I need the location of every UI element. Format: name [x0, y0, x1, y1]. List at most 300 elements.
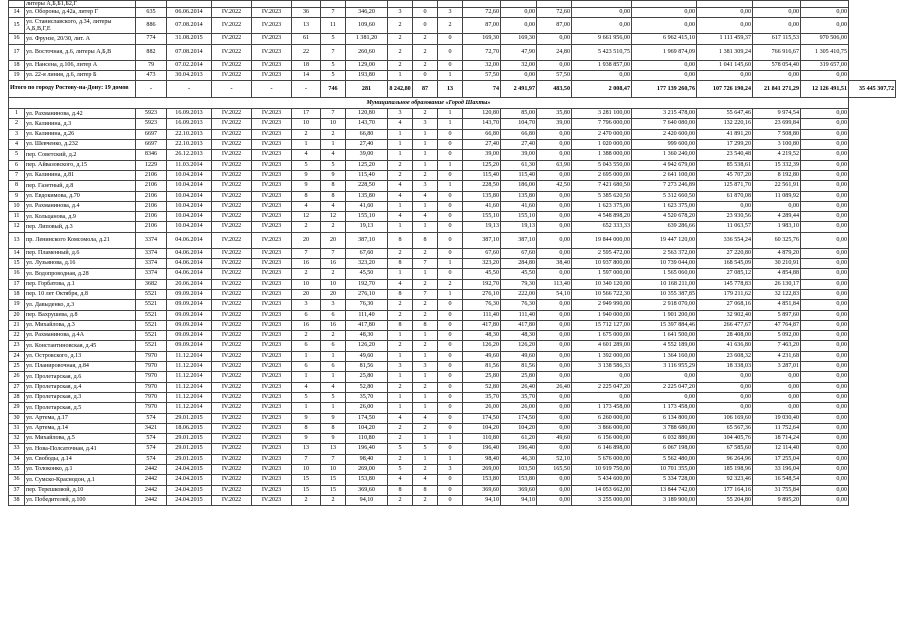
table-cell: 635 [136, 8, 167, 18]
table-cell: 0,00 [697, 201, 753, 211]
table-cell: 15 [292, 485, 321, 495]
table-cell: IV.2023 [252, 44, 292, 60]
table-cell: 0,00 [753, 201, 801, 211]
table-cell: 0,00 [537, 34, 572, 44]
table-cell: 6 146 898,00 [572, 444, 632, 454]
table-cell: 10 [292, 119, 321, 129]
table-cell: 27,40 [346, 140, 388, 150]
table-cell [697, 1, 753, 8]
table-cell: 3 [413, 181, 438, 191]
table-cell: 5 [321, 60, 346, 70]
table-cell: 17 255,04 [753, 454, 801, 464]
table-cell: IV.2023 [252, 372, 292, 382]
table-cell: 3421 [136, 423, 167, 433]
table-cell: 1 [292, 403, 321, 413]
table-cell: 61,20 [501, 434, 537, 444]
row-number-cell: 11 [9, 212, 25, 222]
table-cell: 2 [413, 44, 438, 60]
table-cell [572, 1, 632, 8]
table-cell: 98,40 [463, 454, 501, 464]
table-cell: 2 [321, 129, 346, 139]
table-cell: 32 122,83 [753, 289, 801, 299]
table-cell: 57,50 [537, 70, 572, 80]
table-cell: 1 [388, 150, 413, 160]
table-cell: 319 657,00 [801, 60, 849, 70]
table-cell: 103,50 [501, 464, 537, 474]
table-cell: 0,00 [801, 70, 849, 80]
table-cell: 2 [321, 331, 346, 341]
address-cell: ул. Михайлова, д.3 [25, 320, 136, 330]
table-cell: 168 545,09 [697, 259, 753, 269]
table-cell: 7 [321, 44, 346, 60]
row-number-cell: 26 [9, 372, 25, 382]
table-cell: 0 [438, 475, 463, 485]
table-cell: 0,00 [801, 392, 849, 402]
table-cell: 7970 [136, 362, 167, 372]
table-cell: 4 [388, 475, 413, 485]
table-cell: 22.10.2013 [167, 129, 212, 139]
table-row [9, 495, 896, 505]
row-number-cell: 33 [9, 444, 25, 454]
table-cell: 27,40 [463, 140, 501, 150]
table-cell: 5 [388, 444, 413, 454]
table-cell: 0,00 [753, 18, 801, 34]
address-cell: пер. Вахрушева, д.8 [25, 310, 136, 320]
table-cell: 0 [413, 8, 438, 18]
table-cell: 2 [388, 434, 413, 444]
table-cell: 1 364 160,00 [632, 351, 697, 361]
table-cell: 0,00 [537, 140, 572, 150]
address-cell: ул. Победителей, д.100 [25, 495, 136, 505]
table-cell: 369,60 [463, 485, 501, 495]
table-cell: 9 [321, 413, 346, 423]
table-cell: 2 [413, 464, 438, 474]
table-cell: IV.2023 [252, 331, 292, 341]
table-cell: 1 675 000,00 [572, 331, 632, 341]
table-cell: 10 [321, 119, 346, 129]
table-cell: 0,00 [753, 372, 801, 382]
table-cell: 228,50 [463, 181, 501, 191]
table-cell: IV.2022 [212, 222, 252, 232]
table-row [9, 434, 896, 444]
table-row [9, 413, 896, 423]
table-cell: 3 215 478,00 [632, 109, 697, 119]
table-cell: 179 211,62 [697, 289, 753, 299]
table-cell: 387,10 [463, 232, 501, 248]
table-cell: 7 273 246,89 [632, 181, 697, 191]
table-cell: 0,00 [801, 320, 849, 330]
table-cell: 652 333,33 [572, 222, 632, 232]
table-cell: 1 [413, 129, 438, 139]
table-cell: 3 788 680,00 [632, 423, 697, 433]
table-row [9, 300, 896, 310]
table-cell: 2106 [136, 201, 167, 211]
table-cell: 1 [388, 269, 413, 279]
table-cell: IV.2022 [212, 434, 252, 444]
table-cell: 0,00 [537, 372, 572, 382]
address-cell: ул. Пролетарская, д.3 [25, 392, 136, 402]
table-cell: 19,13 [346, 222, 388, 232]
table-cell: 11 063,57 [697, 222, 753, 232]
table-cell: 0,00 [753, 70, 801, 80]
table-cell: 7970 [136, 372, 167, 382]
table-cell: 3 [438, 8, 463, 18]
table-cell: 1 [388, 222, 413, 232]
table-cell: 18 338,03 [697, 362, 753, 372]
table-cell: 66,80 [501, 129, 537, 139]
table-cell: 10.04.2014 [167, 191, 212, 201]
table-cell: 66,80 [463, 129, 501, 139]
table-row [9, 191, 896, 201]
table-cell: 120,80 [463, 109, 501, 119]
table-cell: 45,50 [346, 269, 388, 279]
table-cell: 15 397 884,46 [632, 320, 697, 330]
table-cell: 0,00 [801, 454, 849, 464]
row-number-cell: 21 [9, 320, 25, 330]
table-cell: 3 [388, 109, 413, 119]
table-cell: 87,00 [537, 18, 572, 34]
table-cell: 177 164,16 [697, 485, 753, 495]
table-cell: 0,00 [501, 70, 537, 80]
table-cell: 2106 [136, 170, 167, 180]
address-cell: ул. Шевченко, д.232 [25, 140, 136, 150]
table-cell: 1 173 458,00 [572, 403, 632, 413]
address-cell: ул. Станиславского, д.34, литеры А,Б,В,Г,Е [25, 18, 136, 34]
table-cell: IV.2023 [252, 191, 292, 201]
table-cell: 10.04.2014 [167, 170, 212, 180]
table-cell: 9 895,20 [753, 495, 801, 505]
table-cell: IV.2023 [252, 454, 292, 464]
table-cell: IV.2022 [212, 170, 252, 180]
table-cell: 8 [388, 232, 413, 248]
table-cell: 266 477,67 [697, 320, 753, 330]
table-cell: 38,40 [537, 259, 572, 269]
table-cell: 2 [292, 269, 321, 279]
table-cell: 0 [438, 341, 463, 351]
table-cell: 11.12.2014 [167, 351, 212, 361]
table-cell: 7 [413, 289, 438, 299]
table-cell [346, 1, 388, 8]
address-cell: ул. Островского, д.13 [25, 351, 136, 361]
table-cell: 32 902,40 [697, 310, 753, 320]
table-cell: 0,00 [801, 464, 849, 474]
table-cell: 17 [292, 109, 321, 119]
table-cell: 24.04.2015 [167, 485, 212, 495]
table-cell: IV.2023 [252, 434, 292, 444]
address-cell: пер. Терешковой, д.10 [25, 485, 136, 495]
table-row [9, 129, 896, 139]
table-cell: 0 [438, 232, 463, 248]
table-cell: 24,80 [537, 44, 572, 60]
table-cell: 04.06.2014 [167, 259, 212, 269]
section-row [9, 98, 896, 109]
table-cell: 106 169,60 [697, 413, 753, 423]
table-cell: 9 974,54 [753, 109, 801, 119]
table-cell: 61 [292, 34, 321, 44]
table-cell: 32,00 [501, 60, 537, 70]
row-number-cell: 35 [9, 464, 25, 474]
table-cell: 60 325,76 [753, 232, 801, 248]
table-cell: IV.2022 [212, 18, 252, 34]
table-cell: 41 636,80 [697, 341, 753, 351]
table-cell: 10 [292, 279, 321, 289]
table-cell: 574 [136, 413, 167, 423]
table-row [9, 60, 896, 70]
table-cell: 8 [388, 485, 413, 495]
table-cell: 6 962 415,10 [632, 34, 697, 44]
table-cell: 0 [438, 300, 463, 310]
address-cell: ул. 22-я линия, д.6, литер Б [25, 70, 136, 80]
table-cell: 10 [321, 279, 346, 289]
table-cell: IV.2022 [212, 331, 252, 341]
table-cell: 5521 [136, 310, 167, 320]
table-cell: 10.04.2014 [167, 201, 212, 211]
table-cell: 5521 [136, 289, 167, 299]
table-cell: 19,13 [463, 222, 501, 232]
table-cell: 6 032 880,00 [632, 434, 697, 444]
table-cell: 3 [388, 362, 413, 372]
table-row [9, 212, 896, 222]
table-cell: 0 [438, 423, 463, 433]
table-cell: 574 [136, 454, 167, 464]
row-number-cell: 38 [9, 495, 25, 505]
table-cell: 115,40 [501, 170, 537, 180]
table-row [9, 475, 896, 485]
table-cell: 22.10.2013 [167, 140, 212, 150]
address-cell: ул. Рахманинова, д.4 [25, 201, 136, 211]
table-cell: IV.2022 [212, 60, 252, 70]
table-cell: 1 [388, 70, 413, 80]
table-cell: 26,00 [501, 403, 537, 413]
table-cell: 0,00 [801, 269, 849, 279]
table-cell: 2106 [136, 181, 167, 191]
table-row [9, 70, 896, 80]
table-cell: 0,00 [801, 331, 849, 341]
total-cell: 35 445 307,72 [849, 81, 896, 98]
table-cell: IV.2023 [252, 279, 292, 289]
table-cell: 3682 [136, 279, 167, 289]
table-cell: 0 [438, 212, 463, 222]
table-cell: 2 [413, 341, 438, 351]
table-cell: 29.01.2015 [167, 454, 212, 464]
table-cell: 1 [413, 434, 438, 444]
table-cell: 2 [388, 495, 413, 505]
table-cell: 48,30 [463, 331, 501, 341]
table-cell: 7 508,80 [753, 129, 801, 139]
table-cell: 1 [388, 392, 413, 402]
table-cell: 67,60 [501, 248, 537, 258]
table-cell: 0 [438, 248, 463, 258]
row-number-cell: 2 [9, 119, 25, 129]
address-cell: пер. Газетный, д.8 [25, 181, 136, 191]
table-cell: 6 [292, 362, 321, 372]
table-row [9, 34, 896, 44]
table-cell: 4 552 189,00 [632, 341, 697, 351]
table-cell: 0,00 [501, 18, 537, 34]
table-row [9, 150, 896, 160]
table-cell: 29.01.2015 [167, 444, 212, 454]
table-cell: 6 134 800,00 [632, 413, 697, 423]
row-number-cell: 34 [9, 454, 25, 464]
table-cell: 39,00 [537, 119, 572, 129]
table-cell [292, 1, 321, 8]
table-cell: 0 [438, 310, 463, 320]
table-cell: 10.04.2014 [167, 212, 212, 222]
table-cell: 1 [438, 259, 463, 269]
table-cell: 2 [413, 279, 438, 289]
table-cell: IV.2022 [212, 475, 252, 485]
table-cell: 26,40 [501, 382, 537, 392]
table-cell: 7 [413, 259, 438, 269]
table-cell: 3374 [136, 269, 167, 279]
table-cell: 1 [321, 403, 346, 413]
table-cell: 10.04.2014 [167, 181, 212, 191]
table-cell: 2 [388, 170, 413, 180]
table-cell: 36 [292, 8, 321, 18]
row-number-cell: 27 [9, 382, 25, 392]
table-cell: IV.2023 [252, 444, 292, 454]
table-cell: IV.2022 [212, 444, 252, 454]
table-cell: 6697 [136, 129, 167, 139]
row-number-cell: 19 [9, 70, 25, 80]
table-row [9, 232, 896, 248]
table-row [9, 331, 896, 341]
address-cell: ул. Калинина, д.26 [25, 129, 136, 139]
table-cell: 0,00 [537, 362, 572, 372]
table-cell: 0,00 [801, 222, 849, 232]
table-row [9, 485, 896, 495]
table-cell: IV.2023 [252, 310, 292, 320]
table-cell: IV.2022 [212, 413, 252, 423]
table-cell: 155,10 [463, 212, 501, 222]
table-cell: 17 299,20 [697, 140, 753, 150]
table-cell: 2 [413, 170, 438, 180]
table-cell: 18 714,24 [753, 434, 801, 444]
table-cell: 0,00 [572, 70, 632, 80]
table-cell: 27 085,12 [697, 269, 753, 279]
table-cell: 20 [292, 232, 321, 248]
table-cell: 26,40 [537, 382, 572, 392]
table-cell: 6 [292, 310, 321, 320]
table-cell: IV.2023 [252, 181, 292, 191]
table-cell: 98,40 [346, 454, 388, 464]
table-cell: 25,80 [346, 372, 388, 382]
table-body [9, 1, 896, 506]
table-cell: 2 [413, 495, 438, 505]
table-cell: 1 [413, 331, 438, 341]
table-cell: IV.2022 [212, 310, 252, 320]
address-cell: ул. Свободы, д.14 [25, 454, 136, 464]
table-cell: 5 [413, 444, 438, 454]
table-cell: IV.2023 [252, 232, 292, 248]
address-cell: ул. Рахманинова, д.42 [25, 109, 136, 119]
table-cell: IV.2022 [212, 140, 252, 150]
table-cell: 3 [413, 119, 438, 129]
address-cell: ул. Давыденко, д.3 [25, 300, 136, 310]
section-title: Муниципальное образование «Город Шахты» [9, 98, 849, 109]
table-cell: 3374 [136, 259, 167, 269]
table-cell: 0,00 [697, 392, 753, 402]
table-cell: 417,80 [346, 320, 388, 330]
address-cell: пер. Советский, д.2 [25, 150, 136, 160]
table-cell: 174,50 [346, 413, 388, 423]
table-cell: IV.2022 [212, 34, 252, 44]
row-number-cell: 14 [9, 8, 25, 18]
table-cell: 269,00 [346, 464, 388, 474]
table-cell: 5 [321, 70, 346, 80]
table-cell: 0,00 [801, 279, 849, 289]
table-cell: 0,00 [697, 18, 753, 34]
table-cell: 999 600,00 [632, 140, 697, 150]
table-cell: IV.2023 [252, 392, 292, 402]
table-row [9, 222, 896, 232]
table-cell: IV.2023 [252, 475, 292, 485]
table-cell: 0,00 [537, 300, 572, 310]
table-cell: 0,00 [753, 392, 801, 402]
table-cell: 1 [388, 351, 413, 361]
table-cell: IV.2022 [212, 279, 252, 289]
table-cell: 1 [292, 372, 321, 382]
table-cell: 25,80 [501, 372, 537, 382]
table-cell: 22 561,91 [753, 181, 801, 191]
table-cell: 5 [292, 392, 321, 402]
table-cell: 284,80 [501, 259, 537, 269]
table-cell: IV.2022 [212, 70, 252, 80]
table-cell: 35,70 [463, 392, 501, 402]
table-row [9, 423, 896, 433]
table-cell: 7970 [136, 403, 167, 413]
table-cell: 79 [136, 60, 167, 70]
table-cell: 27,40 [501, 140, 537, 150]
table-cell: 4 [388, 119, 413, 129]
table-cell: 1 [388, 331, 413, 341]
table-cell: 0 [438, 444, 463, 454]
table-cell: IV.2022 [212, 320, 252, 330]
table-cell: 1 969 874,09 [632, 44, 697, 60]
table-cell: 3 281 100,00 [572, 109, 632, 119]
table-cell: 0,00 [801, 248, 849, 258]
table-cell: 66,80 [346, 129, 388, 139]
table-row [9, 44, 896, 60]
row-number-cell: 31 [9, 423, 25, 433]
table-cell: 0 [438, 269, 463, 279]
table-cell: 3 100,80 [753, 140, 801, 150]
table-cell: IV.2022 [212, 181, 252, 191]
row-number-cell: 12 [9, 222, 25, 232]
table-cell: 76,30 [501, 300, 537, 310]
table-cell: 11.12.2014 [167, 372, 212, 382]
table-cell: 4 [292, 150, 321, 160]
table-cell: IV.2022 [212, 382, 252, 392]
table-cell: 7 [292, 454, 321, 464]
row-number-cell: 6 [9, 160, 25, 170]
table-cell: 3 [438, 464, 463, 474]
table-cell: 4 [413, 475, 438, 485]
table-cell: 76,30 [463, 300, 501, 310]
table-cell: 09.09.2014 [167, 320, 212, 330]
table-cell: 0,00 [501, 8, 537, 18]
address-cell: ул. Кольцанова, д.9 [25, 212, 136, 222]
table-cell: 0,00 [537, 341, 572, 351]
address-cell: ул. Восточная, д.6, литеры А,Б,В [25, 44, 136, 60]
table-cell: 6 [321, 341, 346, 351]
table-cell: 1 565 060,00 [632, 269, 697, 279]
table-row [9, 109, 896, 119]
table-cell: 1 [413, 454, 438, 464]
table-row [9, 454, 896, 464]
table-cell: 0,00 [537, 320, 572, 330]
table-cell: 13 [292, 18, 321, 34]
